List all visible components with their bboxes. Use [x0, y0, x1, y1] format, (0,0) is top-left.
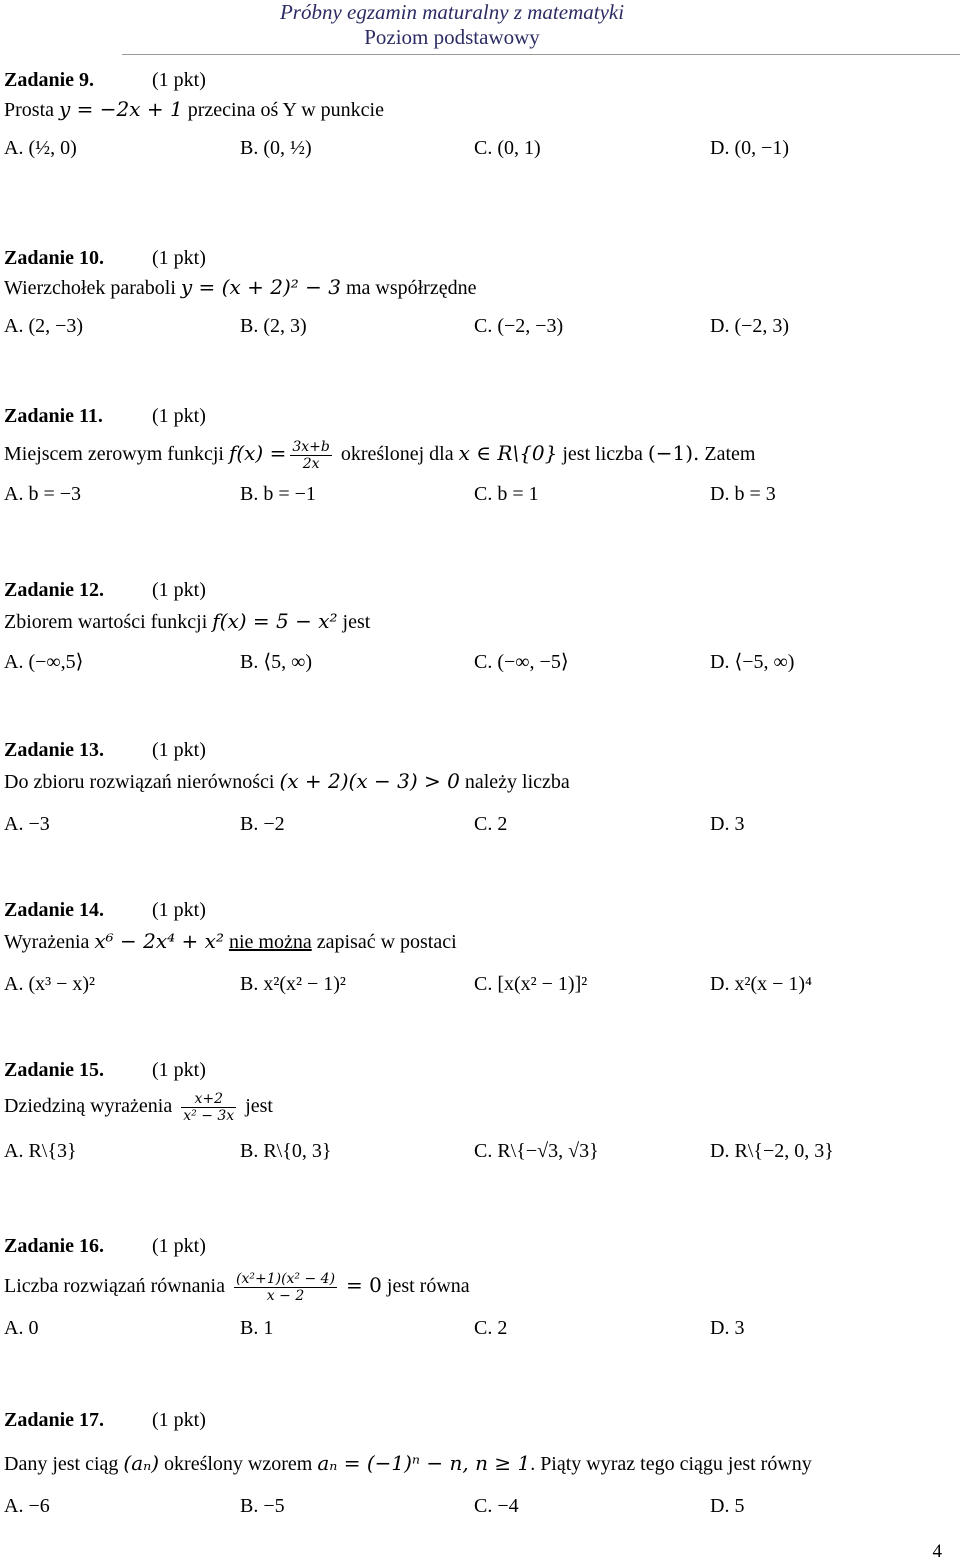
task-formula: f(x) = 5 − x² — [212, 609, 338, 633]
task-stem: Miejscem zerowym funkcji f(x) = $\frac{3x+b}{2x}$ określonej dla x ∈ R\{0} jest liczba (−1). Zatem — [4, 438, 756, 472]
task-title: Zadanie 17. — [4, 1409, 105, 1431]
option-a[interactable]: A. 0 — [4, 1317, 39, 1339]
task-stem: Liczba rozwiązań równania $\frac{\text{(x²+1)(x² − 4)}}{x - 2}$ = 0 jest równa — [4, 1270, 470, 1304]
task-9 — [4, 66, 944, 171]
option-c[interactable]: C. 2 — [474, 813, 508, 835]
task-points: (1 pkt) — [152, 1409, 206, 1431]
option-b[interactable]: B. (0, ½) — [240, 137, 312, 159]
option-b[interactable]: B. x²(x² − 1)² — [240, 973, 346, 995]
task-points: (1 pkt) — [152, 579, 206, 601]
option-a[interactable]: A. −6 — [4, 1495, 50, 1517]
task-title: Zadanie 13. — [4, 739, 105, 761]
task-11 — [4, 402, 944, 511]
option-c[interactable]: C. (−2, −3) — [474, 315, 564, 337]
option-b[interactable]: B. R\{0, 3} — [240, 1140, 332, 1162]
option-d[interactable]: D. R\{−2, 0, 3} — [710, 1140, 834, 1162]
task-options — [4, 807, 944, 841]
task-points: (1 pkt) — [152, 1235, 206, 1257]
header-level: Poziom podstawowy — [364, 25, 540, 49]
fraction: $\frac{\text{(x²+1)(x² − 4)}}{x - 2}$ — [236, 1270, 336, 1304]
underlined-phrase: nie można — [228, 931, 312, 953]
task-formula: f(x) = — [228, 441, 287, 465]
task-title: Zadanie 14. — [4, 899, 105, 921]
task-12 — [4, 576, 944, 679]
option-a[interactable]: A. (−∞,5⟩ — [4, 651, 84, 673]
task-options — [4, 309, 944, 343]
task-stem: Zbiorem wartości funkcji f(x) = 5 − x² jest — [4, 609, 371, 633]
task-points: (1 pkt) — [152, 69, 206, 91]
task-14 — [4, 896, 944, 1001]
task-stem: Dziedziną wyrażenia $\frac{x+2}{\text{x² − 3x}}$ jest — [4, 1090, 273, 1124]
task-10 — [4, 244, 944, 343]
option-c[interactable]: C. b = 1 — [474, 483, 539, 505]
task-formula: aₙ = (−1)ⁿ − n, n ≥ 1 — [317, 1451, 531, 1475]
option-a[interactable]: A. R\{3} — [4, 1140, 77, 1162]
task-points: (1 pkt) — [152, 739, 206, 761]
task-options — [4, 125, 944, 171]
task-formula: y = −2x + 1 — [59, 97, 183, 121]
task-stem: Wierzchołek paraboli y = (x + 2)² − 3 ma współrzędne — [4, 275, 477, 299]
header-exam-title: Próbny egzamin maturalny z matematyki — [279, 0, 625, 24]
task-15 — [4, 1056, 944, 1168]
option-c[interactable]: C. [x(x² − 1)]² — [474, 973, 588, 995]
option-a[interactable]: A. b = −3 — [4, 483, 82, 505]
header-rule — [122, 54, 960, 55]
option-c[interactable]: C. (0, 1) — [474, 137, 541, 159]
option-d[interactable]: D. (0, −1) — [710, 137, 790, 159]
task-title: Zadanie 11. — [4, 405, 103, 427]
option-d[interactable]: D. b = 3 — [710, 483, 776, 505]
task-options — [4, 1489, 944, 1523]
option-d[interactable]: D. ⟨−5, ∞) — [710, 651, 795, 673]
option-b[interactable]: B. −2 — [240, 813, 285, 835]
task-stem: Wyrażenia x⁶ − 2x⁴ + x² nie można zapisać w postaci — [4, 929, 457, 953]
task-13 — [4, 736, 944, 841]
option-c[interactable]: C. 2 — [474, 1317, 508, 1339]
task-points: (1 pkt) — [152, 1059, 206, 1081]
option-d[interactable]: D. (−2, 3) — [710, 315, 790, 337]
option-b[interactable]: B. b = −1 — [240, 483, 316, 505]
task-title-row — [4, 66, 944, 94]
task-17 — [4, 1406, 944, 1523]
task-formula: x⁶ − 2x⁴ + x² — [94, 929, 224, 953]
task-title: Zadanie 15. — [4, 1059, 105, 1081]
task-options — [4, 477, 944, 511]
option-b[interactable]: B. 1 — [240, 1317, 274, 1339]
task-title: Zadanie 16. — [4, 1235, 105, 1257]
option-c[interactable]: C. (−∞, −5⟩ — [474, 651, 569, 673]
task-options — [4, 1134, 944, 1168]
task-options — [4, 645, 944, 679]
task-stem: Do zbioru rozwiązań nierówności (x + 2)(x − 3) > 0 należy liczba — [4, 769, 570, 793]
option-b[interactable]: B. (2, 3) — [240, 315, 307, 337]
task-title: Zadanie 12. — [4, 579, 105, 601]
page-number: 4 — [932, 1541, 942, 1562]
option-a[interactable]: A. (2, −3) — [4, 315, 84, 337]
option-c[interactable]: C. −4 — [474, 1495, 519, 1517]
fraction: $\frac{3x+b}{2x}$ — [292, 438, 330, 472]
option-b[interactable]: B. −5 — [240, 1495, 285, 1517]
task-formula: (x + 2)(x − 3) > 0 — [279, 769, 460, 793]
option-c[interactable]: C. R\{−√3, √3} — [474, 1140, 599, 1162]
task-options — [4, 1311, 944, 1345]
task-stem: Dany jest ciąg (aₙ) określony wzorem aₙ = (−1)ⁿ − n, n ≥ 1. Piąty wyraz tego ciągu jest równy — [4, 1451, 812, 1475]
task-points: (1 pkt) — [152, 899, 206, 921]
option-d[interactable]: D. 3 — [710, 1317, 745, 1339]
task-title: Zadanie 9. — [4, 69, 95, 91]
task-options — [4, 967, 944, 1001]
option-d[interactable]: D. 3 — [710, 813, 745, 835]
task-points: (1 pkt) — [152, 247, 206, 269]
option-a[interactable]: A. −3 — [4, 813, 50, 835]
task-title: Zadanie 10. — [4, 247, 105, 269]
option-d[interactable]: D. x²(x − 1)⁴ — [710, 973, 813, 995]
task-stem: Prosta y = −2x + 1 przecina oś Y w punkcie — [4, 97, 384, 121]
task-16 — [4, 1232, 944, 1345]
option-a[interactable]: A. (x³ − x)² — [4, 973, 96, 995]
option-d[interactable]: D. 5 — [710, 1495, 745, 1517]
option-a[interactable]: A. (½, 0) — [4, 137, 77, 159]
task-points: (1 pkt) — [152, 405, 206, 427]
task-formula: y = (x + 2)² − 3 — [180, 275, 341, 299]
task-formula: = 0 — [346, 1273, 382, 1297]
page-header — [242, 0, 662, 50]
fraction: $\frac{x+2}{\text{x² − 3x}}$ — [183, 1090, 235, 1124]
option-b[interactable]: B. ⟨5, ∞) — [240, 651, 313, 673]
